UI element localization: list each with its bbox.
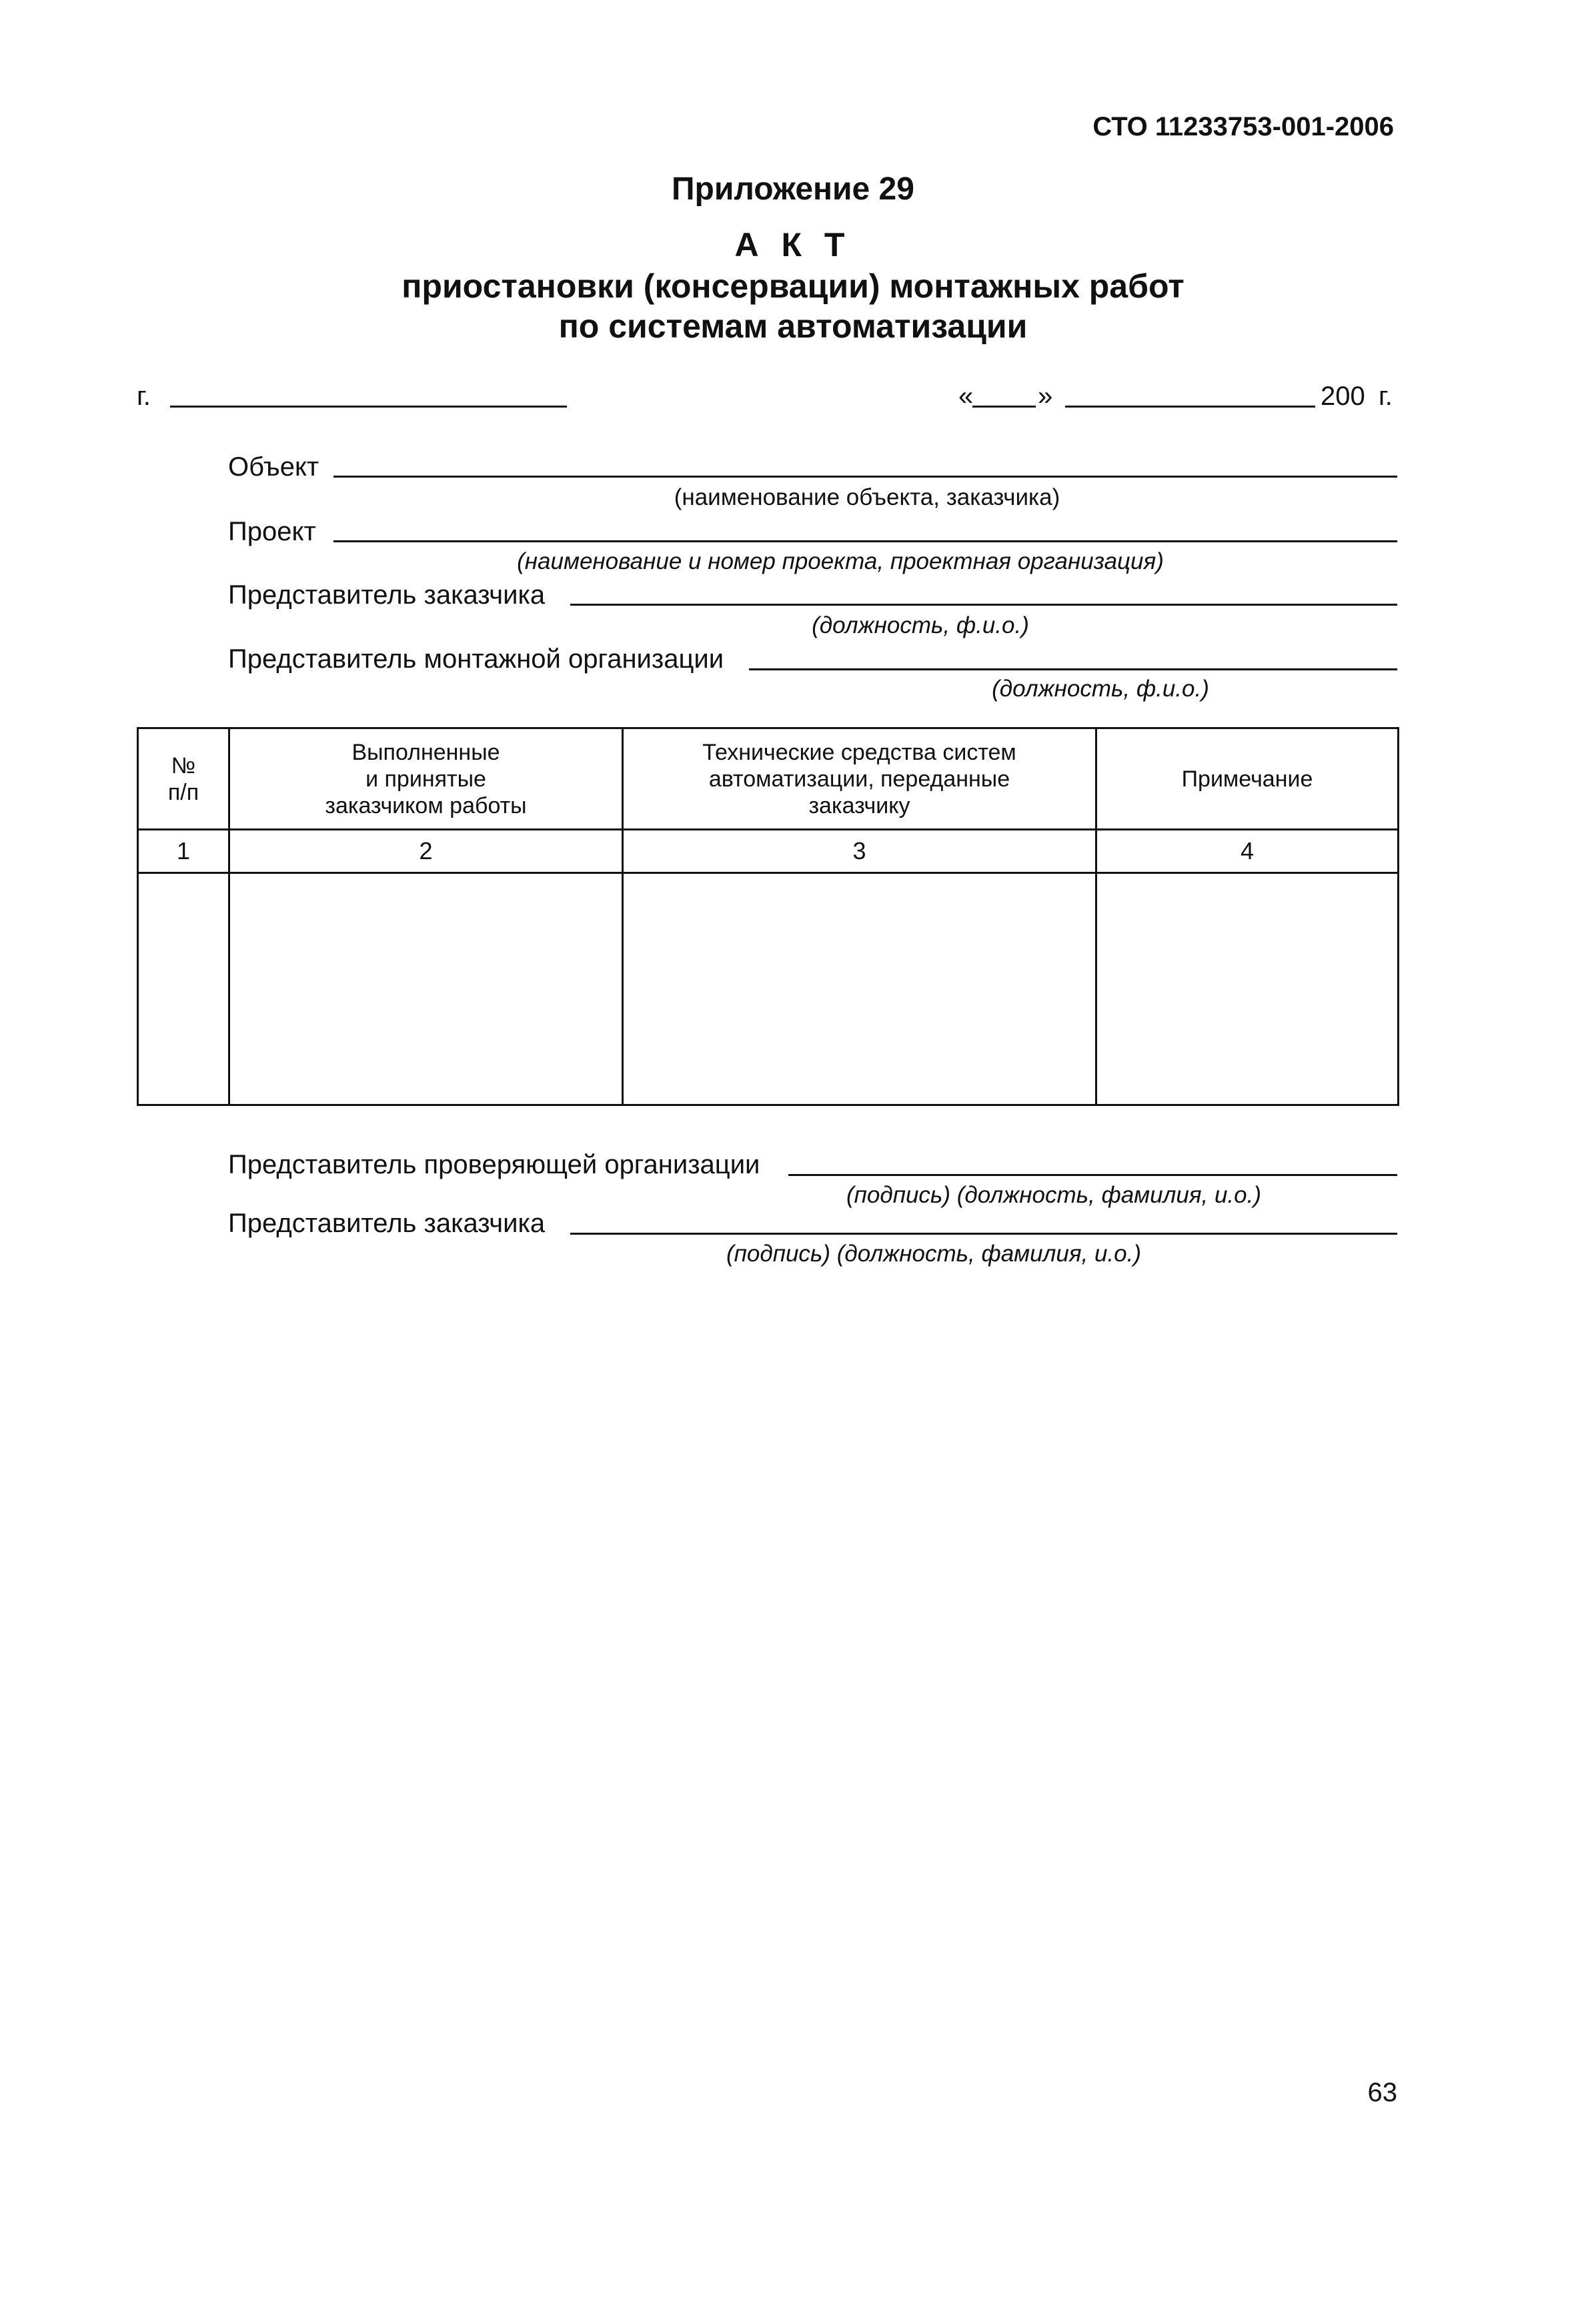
table-cell[interactable] — [1096, 873, 1399, 1105]
city-prefix: г. — [137, 382, 151, 411]
column-header-number: № п/п — [138, 728, 229, 830]
day-open-quote: « — [958, 382, 974, 411]
table-row — [138, 873, 1399, 1105]
inspector-rep-label: Представитель проверяющей организации — [228, 1150, 760, 1179]
object-field[interactable] — [333, 476, 1397, 478]
project-label: Проект — [228, 517, 316, 546]
column-numbers-row — [138, 830, 1399, 873]
column-header-completed-works: Выполненные и принятые заказчиком работы — [229, 728, 623, 830]
document-subtitle-line-1: приостановки (консервации) монтажных работ — [402, 267, 1184, 305]
table-header-row — [138, 728, 1399, 830]
table-cell[interactable] — [138, 873, 229, 1105]
column-number: 1 — [138, 830, 229, 873]
day-close-quote: » — [1038, 382, 1053, 411]
installer-rep-hint: (должность, ф.и.о.) — [992, 676, 1209, 702]
customer-rep-label: Представитель заказчика — [228, 580, 546, 610]
column-number: 4 — [1096, 830, 1399, 873]
appendix-label: Приложение 29 — [672, 171, 914, 207]
table-cell[interactable] — [229, 873, 623, 1105]
customer-rep-hint: (должность, ф.и.о.) — [812, 612, 1029, 638]
document-title: А К Т — [734, 226, 852, 263]
column-header-note: Примечание — [1096, 728, 1399, 830]
month-field[interactable] — [1065, 406, 1315, 408]
inspector-rep-hint: (подпись) (должность, фамилия, и.о.) — [846, 1182, 1262, 1208]
page-number: 63 — [1367, 2078, 1397, 2107]
customer-signature-label: Представитель заказчика — [228, 1209, 546, 1238]
year-suffix: г. — [1379, 382, 1393, 411]
column-number: 2 — [229, 830, 623, 873]
day-field[interactable] — [972, 406, 1036, 408]
year-prefix: 200 — [1321, 382, 1365, 411]
project-hint: (наименование и номер проекта, проектная организация) — [517, 548, 1164, 574]
object-hint: (наименование объекта, заказчика) — [674, 484, 1060, 510]
city-field[interactable] — [170, 406, 567, 408]
project-field[interactable] — [333, 540, 1397, 542]
installer-rep-field[interactable] — [749, 668, 1397, 670]
object-label: Объект — [228, 452, 319, 482]
standard-code: СТО 11233753-001-2006 — [1092, 112, 1394, 141]
column-number: 3 — [623, 830, 1096, 873]
works-table — [137, 727, 1399, 1106]
customer-signature-hint: (подпись) (должность, фамилия, и.о.) — [726, 1241, 1142, 1267]
table-cell[interactable] — [623, 873, 1096, 1105]
customer-signature-field[interactable] — [570, 1233, 1397, 1235]
customer-rep-field[interactable] — [570, 604, 1397, 606]
inspector-rep-field[interactable] — [788, 1174, 1397, 1176]
installer-rep-label: Представитель монтажной организации — [228, 644, 724, 674]
document-subtitle-line-2: по системам автоматизации — [558, 308, 1028, 345]
column-header-technical-means: Технические средства систем автоматизации, переданные заказчику — [623, 728, 1096, 830]
